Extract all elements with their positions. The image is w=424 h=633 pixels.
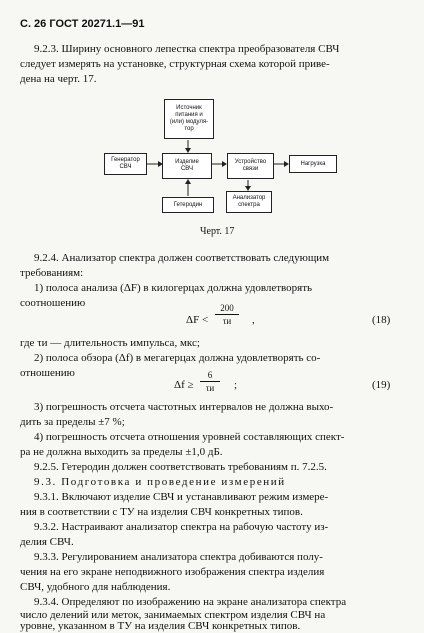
source-label-line: Источник [176, 105, 202, 111]
source-box [164, 99, 214, 139]
paragraph-line: 9.3.3. Регулированием анализатора спектра добиваются полу- [34, 551, 323, 563]
load-box [289, 155, 337, 173]
figure-caption: Черт. 17 [200, 226, 235, 237]
analyzer-label-line: Анализатор [232, 195, 266, 201]
formula-18-numerator: 200 [220, 303, 234, 313]
formula-19-numerator: 6 [207, 370, 213, 380]
paragraph-line: дена на черт. 17. [20, 73, 97, 85]
paragraph-line: чения на его экране неподвижного изображения спектра изделия [20, 566, 325, 578]
heterodyne-label: Гетеродин [173, 201, 203, 208]
formula-18-fraction [215, 303, 239, 326]
paragraph-line: следует измерять на установке, структурная схема которой приве- [20, 58, 330, 70]
paragraph-line: соотношению [20, 297, 86, 309]
dut-box [162, 153, 212, 179]
paragraph-line: 9.3.2. Настраивают анализатор спектра на рабочую частоту из- [34, 521, 329, 533]
formula-18-lhs: ΔF < [186, 314, 209, 326]
paragraph-line: 9.3.1. Включают изделие СВЧ и устанавливают режим измере- [34, 491, 329, 503]
formula-19-fraction [200, 370, 220, 393]
paragraph-line: 9.3.4. Определяют по изображению на экране анализатора спектра [34, 596, 347, 608]
paragraph-line: ра не должна выходить за пределы ±1,0 дБ. [20, 446, 223, 458]
paragraph-line: уровне, указанном в ТУ на изделия СВЧ конкретных типов. [20, 620, 301, 632]
paragraph-line: 4) погрешность отсчета отношения уровней составляющих спект- [34, 431, 345, 443]
source-label-line: (или) модуля- [169, 119, 209, 125]
paragraph-line: требованиям: [20, 267, 84, 279]
paragraph-line: 2) полоса обзора (Δf) в мегагерцах должна удовлетворять со- [34, 352, 321, 364]
fraction-bar [215, 314, 239, 315]
paragraph-line: 1) полоса анализа (ΔF) в килогерцах должна удовлетворять [34, 282, 313, 294]
formula-19-tail: ; [234, 379, 238, 391]
fraction-bar [200, 381, 220, 382]
paragraph-line: СВЧ, удобного для наблюдения. [20, 581, 171, 593]
heterodyne-box [162, 197, 214, 213]
paragraph-line: 9.2.3. Ширину основного лепестка спектра преобразователя СВЧ [34, 43, 340, 55]
coupling-device-box [227, 153, 274, 179]
dut-label-line: Изделие [175, 159, 199, 165]
paragraph-line: ния в соответствии с ТУ на изделия СВЧ конкретных типов. [20, 506, 303, 518]
equation-number-18: (18) [372, 314, 391, 326]
generator-label-line: Генератор [111, 157, 140, 163]
formula-19-denominator: τи [205, 383, 215, 393]
device-label-line: Устройство [234, 159, 267, 165]
source-label-line: питания и [175, 112, 203, 118]
spectrum-analyzer-box [226, 191, 272, 213]
generator-label-line: СВЧ [119, 164, 132, 170]
dut-label-line: СВЧ [180, 166, 194, 172]
load-label: Нагрузка [300, 160, 326, 167]
source-label-line: тор [184, 126, 194, 132]
paragraph-line: отношению [20, 367, 75, 379]
formula-19-lhs: Δf ≥ [174, 379, 194, 391]
paragraph-line: число делений или меток, занимаемых спектром изделия СВЧ на [20, 609, 326, 621]
formula-18-denominator: τи [222, 316, 232, 326]
paragraph-line: 9.2.4. Анализатор спектра должен соответствовать следующим [34, 252, 330, 264]
paragraph-line: 9.2.5. Гетеродин должен соответствовать требованиям п. 7.2.5. [34, 461, 327, 473]
section-heading: 9.3. Подготовка и проведение измерений [34, 476, 286, 488]
equation-number-19: (19) [372, 379, 391, 391]
generator-box [104, 153, 147, 175]
paragraph-line: 3) погрешность отсчета частотных интервалов не должна выхо- [34, 401, 334, 413]
page-header: С. 26 ГОСТ 20271.1—91 [20, 18, 145, 30]
analyzer-label-line: спектра [238, 202, 260, 208]
paragraph-line: где τи — длительность импульса, мкс; [20, 337, 200, 349]
device-label-line: связи [242, 166, 259, 172]
formula-18-tail: , [252, 314, 255, 326]
paragraph-line: дить за пределы ±7 %; [20, 416, 125, 428]
paragraph-line: делия СВЧ. [20, 536, 74, 548]
